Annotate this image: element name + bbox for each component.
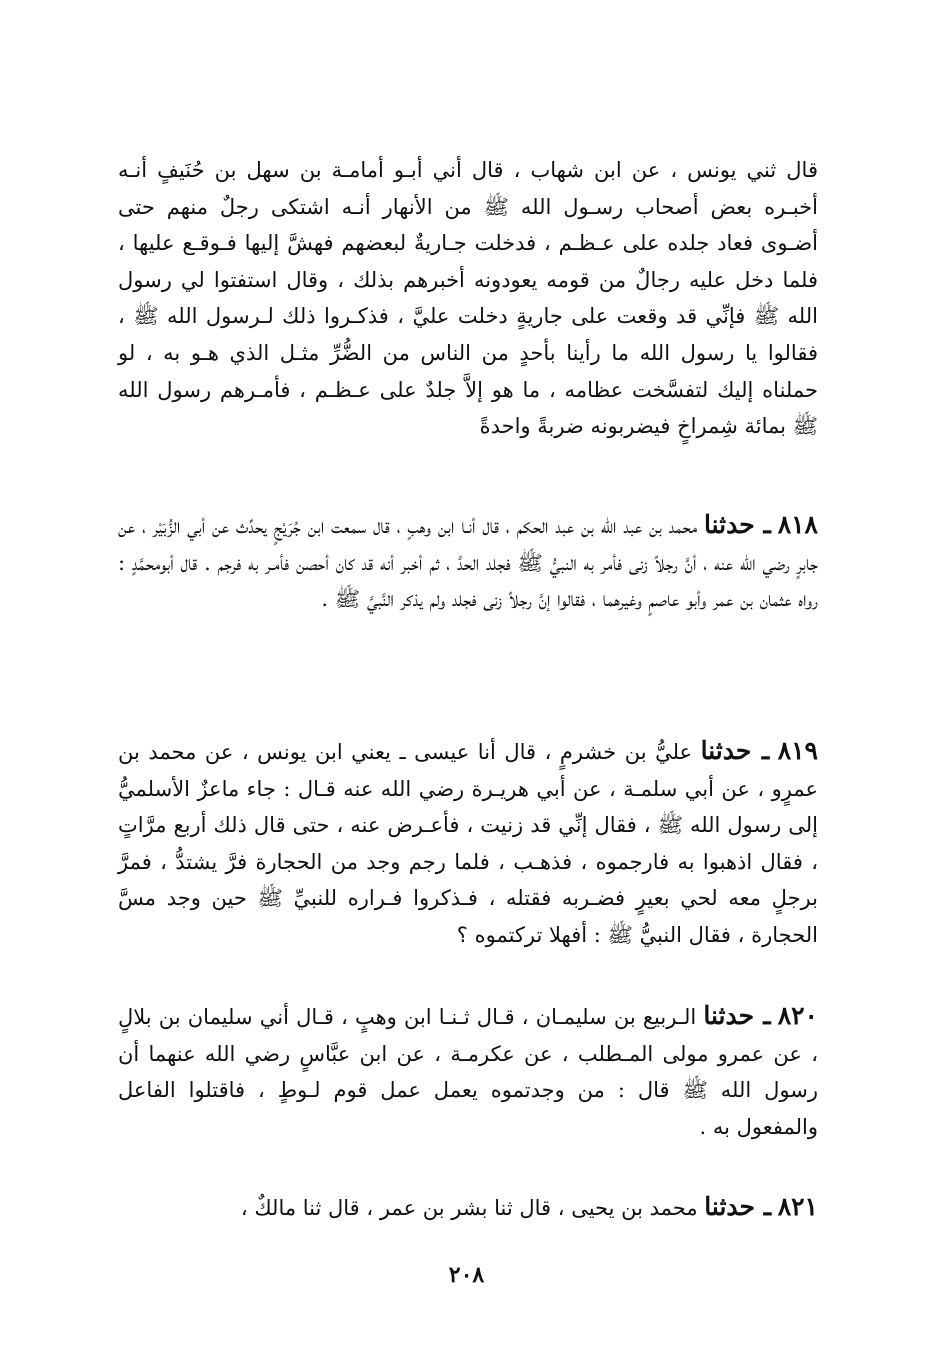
hadith-text: عليُّ بن خشرمٍ ، قال أنا عيسى ـ يعني ابن يونس ، عن محمد بن عمرٍو ، عن أبي سلمـة ، عن أبي هريـرة رضي الله عنه قـال : جاء ماعزٌ الأسلميُّ إلى رسول الله ﷺ ، فقال إنِّي قد زنيت ، فأعـرض عنه ، حتى قال ذلك أربع مرَّاتٍ ، فقال اذهبوا به فارجموه ، فذهـب ، فلما رجم وجد من الحجارة فرَّ يشتدُّ ، فمرَّ برجلٍ معه لحي بعيرٍ فضـربه فقتله ، فـذكروا فـراره للنبيِّ ﷺ حين وجد مسَّ الحجارة ، فقال النبيُّ ﷺ : أفهلا تركتموه ؟ (118, 740, 818, 947)
paragraph-text: قال ثني يونس ، عن ابن شهاب ، قال أني أبـو أمامـة بن سهل بن حُنَيفٍ أنـه أخبـره بعض أصحاب رسـول الله ﷺ من الأنهار أنـه اشتكى رجلٌ منهم حتى أضـوى فعاد جلده على عـظـم ، فدخلت جـاريةٌ لبعضهم فهشَّ إليها فـوقـع عليها ، فلما دخل عليه رجالٌ من قومه يعودونه أخبرهم بذلك ، وقال استفتوا لي رسول الله ﷺ فإنِّي قد وقعت على جاريةٍ دخلت عليَّ ، فذكـروا ذلك لـرسول الله ﷺ ، فقالوا يا رسول الله ما رأينا بأحدٍ من الناس من الضُّرِّ مثـل الذي هـو به ، لو حملناه إليك لتفسَّخت عظامه ، ما هو إلاَّ جلدٌ على عـظـم ، فأمـرهم رسول الله ﷺ بمائة شِمراخٍ فيضربونه ضربةً واحدةً (118, 158, 818, 439)
hadith-keyword: حدثنا (704, 1192, 755, 1221)
hadith-number: ٨٢١ (777, 1192, 818, 1221)
hadith-keyword: حدثنا (703, 510, 755, 539)
hadith-number: ٨١٩ (777, 736, 818, 765)
hadith-number: ٨٢٠ (777, 1001, 818, 1030)
hadith-819: ٨١٩ ـ حدثنا عليُّ بن خشرمٍ ، قال أنا عيسى ـ يعني ابن يونس ، عن محمد بن عمرٍو ، عن أبي سلمـة ، عن أبي هريـرة رضي الله عنه قـال : جاء ماعزٌ الأسلميُّ إلى رسول الله ﷺ ، فقال إنِّي قد زنيت ، فأعـرض عنه ، حتى قال ذلك أربع مرَّاتٍ ، فقال اذهبوا به فارجموه ، فذهـب ، فلما رجم وجد من الحجارة فرَّ يشتدُّ ، فمرَّ برجلٍ معه لحي بعيرٍ فضـربه فقتله ، فـذكروا فـراره للنبيِّ ﷺ حين وجد مسَّ الحجارة ، فقال النبيُّ ﷺ : أفهلا تركتموه ؟ (118, 736, 818, 947)
hadith-821: ٨٢١ ـ حدثنا محمد بن يحيى ، قال ثنا بشر بن عمر ، قال ثنا مالكٌ ، (240, 1192, 818, 1221)
hadith-text: الـربيع بن سليمـان ، قـال ثـنـا ابن وهبٍ ، قـال أني سليمان بن بلالٍ ، عن عمرو مولى المـطلب ، عن عكرمـة ، عن ابن عبَّاسٍ رضي الله عنهما أن رسول الله ﷺ قال : من وجدتموه يعمل عمل قوم لـوطٍ ، فاقتلوا الفاعل والمفعول به . (118, 1005, 818, 1139)
hadith-keyword: حدثنا (700, 736, 752, 765)
hadith-text: محمد بن عبد الله بن عبد الحكم ، قال أنـا ابن وهبٍ ، قال سمعت ابن جُرَيْجٍ يحدِّث عن أبي الزُّبَيْر ، عن جابرٍ رضي الله عنه ، أنَّ رجلاً زنى فأمر به النبيُّ ﷺ فجلد الحدَّ ، ثم أخبر أنه قد كان أحصن فأمـر به فرجم . قال أبومحمَّدٍ : رواه عثمان بن عمر وأبو عاصمٍ وغيرهما ، فقالوا إنَّ رجلاً زنى فجلد ولم يذكر النَّبيَّ ﷺ . (118, 514, 818, 612)
hadith-818: ٨١٨ ـ حدثنا محمد بن عبد الله بن عبد الحكم ، قال أنـا ابن وهبٍ ، قال سمعت ابن جُرَيْجٍ يحدِّث عن أبي الزُّبَيْر ، عن جابرٍ رضي الله عنه ، أنَّ رجلاً زنى فأمر به النبيُّ ﷺ فجلد الحدَّ ، ثم أخبر أنه قد كان أحصن فأمـر به فرجم . قال أبومحمَّدٍ : رواه عثمان بن عمر وأبو عاصمٍ وغيرهما ، فقالوا إنَّ رجلاً زنى فجلد ولم يذكر النَّبيَّ ﷺ . (118, 510, 818, 612)
paragraph-continuation (118, 152, 818, 445)
hadith-keyword: حدثنا (703, 1001, 755, 1030)
hadith-text: محمد بن يحيى ، قال ثنا بشر بن عمر ، قال ثنا مالكٌ ، (240, 1196, 698, 1220)
page-number: ٢٠٨ (448, 1262, 485, 1288)
hadith-820: ٨٢٠ ـ حدثنا الـربيع بن سليمـان ، قـال ثـنـا ابن وهبٍ ، قـال أني سليمان بن بلالٍ ، عن عمرو مولى المـطلب ، عن عكرمـة ، عن ابن عبَّاسٍ رضي الله عنهما أن رسول الله ﷺ قال : من وجدتموه يعمل عمل قوم لـوطٍ ، فاقتلوا الفاعل والمفعول به . (118, 1001, 818, 1139)
hadith-number: ٨١٨ (777, 510, 818, 539)
